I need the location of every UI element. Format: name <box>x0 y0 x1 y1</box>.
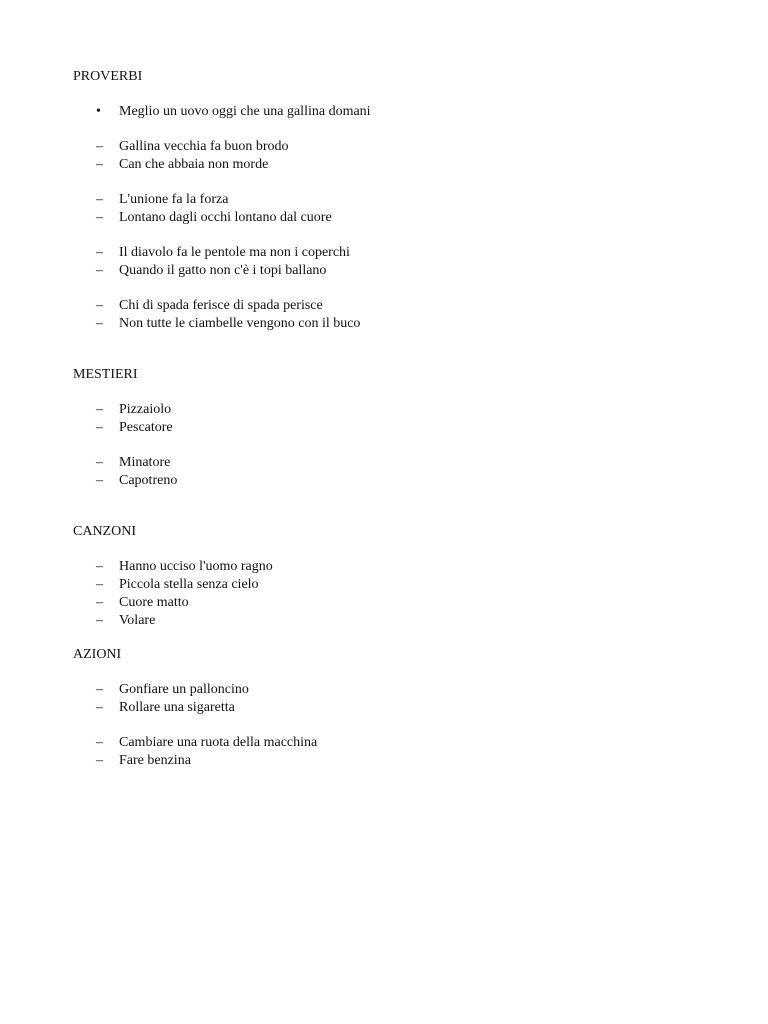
list-item-text: Gonfiare un palloncino <box>119 682 249 697</box>
dash-marker: – <box>96 595 103 610</box>
list-item-text: Lontano dagli occhi lontano dal cuore <box>119 210 332 225</box>
dash-marker: – <box>96 245 103 260</box>
list-item-text: Pescatore <box>119 420 173 435</box>
dash-marker: – <box>96 455 103 470</box>
list-item-text: Il diavolo fa le pentole ma non i coperchi <box>119 245 350 260</box>
list-item-text: Fare benzina <box>119 753 191 768</box>
list-item-text: Gallina vecchia fa buon brodo <box>119 139 289 154</box>
dash-marker: – <box>96 402 103 417</box>
list-item-text: Can che abbaia non morde <box>119 157 269 172</box>
list-item-text: Capotreno <box>119 473 178 488</box>
dash-marker: – <box>96 420 103 435</box>
list-item-text: Rollare una sigaretta <box>119 700 235 715</box>
dash-marker: – <box>96 157 103 172</box>
dash-marker: – <box>96 139 103 154</box>
dash-marker: – <box>96 210 103 225</box>
section-heading-canzoni: CANZONI <box>73 524 136 539</box>
dash-marker: – <box>96 577 103 592</box>
list-item-text: Minatore <box>119 455 171 470</box>
bullet-marker: • <box>96 104 101 119</box>
dash-marker: – <box>96 682 103 697</box>
list-item-text: L'unione fa la forza <box>119 192 229 207</box>
dash-marker: – <box>96 613 103 628</box>
section-heading-proverbi: PROVERBI <box>73 69 143 84</box>
section-heading-azioni: AZIONI <box>73 647 122 662</box>
list-item-text: Chi di spada ferisce di spada perisce <box>119 298 323 313</box>
list-item-text: Piccola stella senza cielo <box>119 577 259 592</box>
list-item-text: Quando il gatto non c'è i topi ballano <box>119 263 327 278</box>
dash-marker: – <box>96 263 103 278</box>
dash-marker: – <box>96 559 103 574</box>
list-item-text: Cambiare una ruota della macchina <box>119 735 318 750</box>
section-heading-mestieri: MESTIERI <box>73 367 138 382</box>
list-item-text: Non tutte le ciambelle vengono con il buco <box>119 316 361 331</box>
dash-marker: – <box>96 735 103 750</box>
dash-marker: – <box>96 473 103 488</box>
list-item-text: Volare <box>119 613 156 628</box>
list-item-text: Meglio un uovo oggi che una gallina domani <box>119 104 371 119</box>
dash-marker: – <box>96 753 103 768</box>
dash-marker: – <box>96 192 103 207</box>
list-item-text: Cuore matto <box>119 595 189 610</box>
list-item-text: Pizzaiolo <box>119 402 172 417</box>
dash-marker: – <box>96 700 103 715</box>
dash-marker: – <box>96 316 103 331</box>
dash-marker: – <box>96 298 103 313</box>
list-item-text: Hanno ucciso l'uomo ragno <box>119 559 273 574</box>
